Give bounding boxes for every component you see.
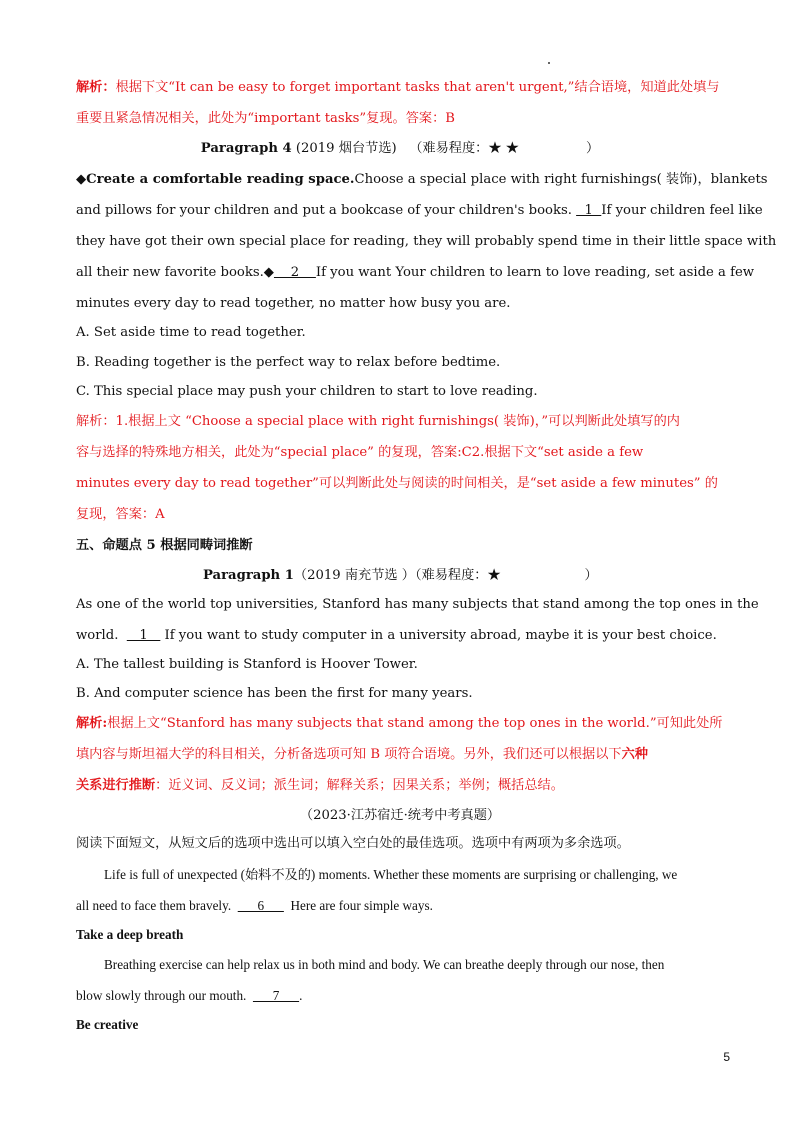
analysis-2-line-2: 容与选择的特殊地方相关，此处为“special place” 的复现，答案:C2.根据下文“set aside a few bbox=[76, 445, 644, 460]
difficulty-rating: （难易程度：★ ★ bbox=[409, 141, 519, 156]
analysis-1-line-2: 重要且紧急情况相关，此处为“important tasks”复现。答案：B bbox=[76, 111, 455, 126]
text: all their new favorite books.◆ bbox=[76, 265, 274, 280]
bold-text: 关系进行推断 bbox=[76, 778, 156, 793]
text: Here are four simple ways. bbox=[283, 898, 433, 913]
analysis-2-line-1: 解析：1.根据上文 “Choose a special place with right furnishings( 装饰)，”可以判断此处填写的内 bbox=[76, 414, 680, 429]
option-c: C. This special place may push your children to start to love reading. bbox=[76, 384, 538, 399]
analysis-2-line-4: 复现，答案：A bbox=[76, 507, 165, 522]
analysis-1-line-1 bbox=[76, 78, 726, 98]
text: and pillows for your children and put a bookcase of your children's books. bbox=[76, 203, 577, 218]
option-b: B. And computer science has been the first for many years. bbox=[76, 686, 473, 701]
exam-heading-2: Be creative bbox=[76, 1017, 139, 1032]
analysis-3-line-1 bbox=[76, 714, 726, 734]
text: . bbox=[299, 988, 303, 1003]
exam-source: （2023·江苏宿迁·统考中考真题） bbox=[299, 808, 501, 823]
bold-text: 六种 bbox=[621, 747, 648, 762]
analysis-text: 根据下文“It can be easy to forget important tasks that aren't urgent,”结合语境，知道此处填与 bbox=[115, 80, 720, 95]
paren-close: ） bbox=[586, 141, 600, 156]
text: If your children feel like bbox=[601, 203, 763, 218]
paragraph-source: (2019 烟台节选) bbox=[291, 141, 397, 156]
exam-instruction: 阅读下面短文，从短文后的选项中选出可以填入空白处的最佳选项。选项中有两项为多余选项。 bbox=[76, 836, 630, 851]
para1-line-1: As one of the world top universities, Stanford has many subjects that stand among the top ones in the bbox=[76, 597, 759, 612]
exam-para-2: Breathing exercise can help relax us in both mind and body. We can breathe deeply through our nose, then bbox=[104, 957, 665, 972]
analysis-3-line-2 bbox=[76, 745, 726, 765]
paragraph-1-heading bbox=[203, 566, 723, 586]
para4-line-3: they have got their own special place for reading, they will probably spend time in their little space with bbox=[76, 234, 777, 249]
option-a: A. Set aside time to read together. bbox=[76, 325, 306, 340]
scan-dot bbox=[548, 62, 550, 64]
analysis-label: 解析： bbox=[76, 80, 116, 95]
text: blow slowly through our mouth. bbox=[76, 988, 253, 1003]
bold-lead: Create a comfortable reading space. bbox=[86, 172, 355, 187]
blank-2: 2 bbox=[273, 265, 316, 280]
page-number: 5 bbox=[723, 1050, 730, 1064]
para4-line-1 bbox=[76, 170, 768, 190]
paragraph-4-heading bbox=[0, 139, 800, 159]
exam-para-1-cont bbox=[76, 896, 726, 916]
para4-line-2 bbox=[76, 201, 763, 221]
analysis-3-line-3 bbox=[76, 776, 726, 796]
paren-close: ） bbox=[584, 568, 598, 583]
section-5-title: 五、命题点 5 根据同畴词推断 bbox=[76, 538, 253, 553]
para1-line-2 bbox=[76, 626, 726, 646]
text: If you want to study computer in a university abroad, maybe it is your best choice. bbox=[160, 628, 717, 643]
text: world. bbox=[76, 628, 127, 643]
paragraph-title: Paragraph 4 bbox=[200, 141, 292, 156]
blank-1: 1 bbox=[126, 628, 161, 643]
analysis-2-line-3: minutes every day to read together”可以判断此处与阅读的时间相关，是“set aside a few minutes” 的 bbox=[76, 476, 718, 491]
paragraph-title: Paragraph 1 bbox=[203, 568, 294, 583]
text: Choose a special place with right furnishings( 装饰)，blankets bbox=[354, 172, 768, 187]
option-b: B. Reading together is the perfect way to relax before bedtime. bbox=[76, 355, 501, 370]
exam-para-2-cont bbox=[76, 986, 726, 1006]
blank-7: 7 bbox=[252, 988, 300, 1003]
para4-line-5: minutes every day to read together, no matter how busy you are. bbox=[76, 296, 511, 311]
exam-para-1: Life is full of unexpected (始料不及的) moments. Whether these moments are surprising or challenging, we bbox=[104, 867, 678, 882]
text: 根据上文“Stanford has many subjects that stand among the top ones in the world.”可知此处所 bbox=[107, 716, 723, 731]
text: ：近义词、反义词；派生词；解释关系；因果关系；举例；概括总结。 bbox=[155, 778, 564, 793]
bullet-icon: ◆ bbox=[76, 172, 87, 187]
exam-heading-1: Take a deep breath bbox=[76, 927, 184, 942]
blank-6: 6 bbox=[237, 898, 284, 913]
text: If you want Your children to learn to love reading, set aside a few bbox=[315, 265, 755, 280]
text: 填内容与斯坦福大学的科目相关，分析备选项可知 B 项符合语境。另外，我们还可以根据以下 bbox=[76, 747, 622, 762]
paragraph-source: （2019 南充节选 ）（难易程度：★ bbox=[293, 568, 501, 583]
text: all need to face them bravely. bbox=[76, 898, 238, 913]
analysis-label: 解析: bbox=[76, 716, 108, 731]
para4-line-4 bbox=[76, 263, 755, 283]
option-a: A. The tallest building is Stanford is Hoover Tower. bbox=[76, 657, 418, 672]
blank-1: 1 bbox=[576, 203, 602, 218]
